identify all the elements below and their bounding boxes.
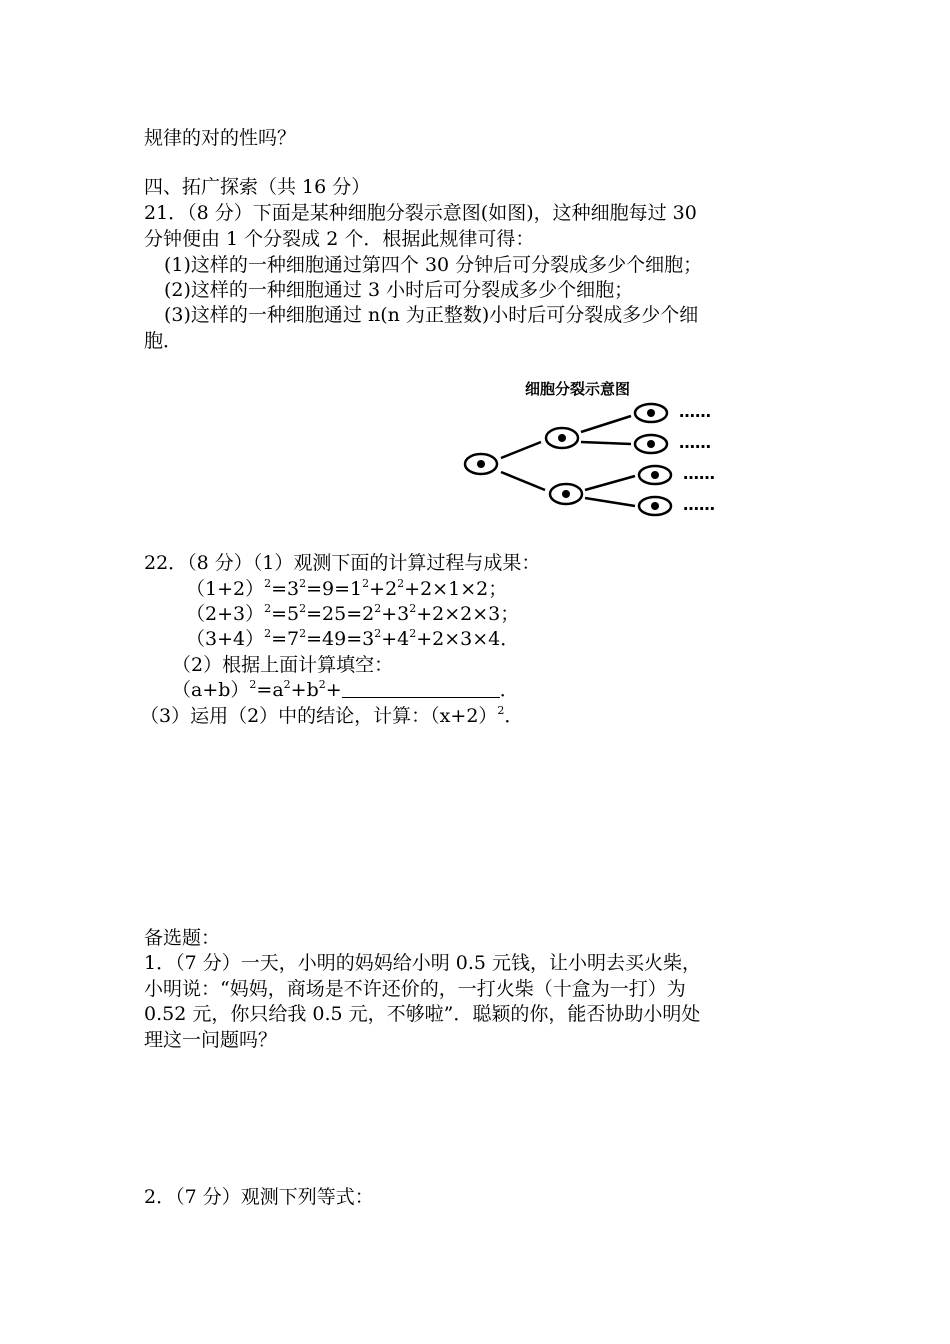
arrow-line [501,442,541,458]
backup-heading: 备选题： [144,927,221,949]
backup-q1-line1: 1．（7 分）一天，小明的妈妈给小明 0.5 元钱，让小明去买火柴， [144,952,702,974]
ellipsis: …… [679,433,711,452]
arrow-line [581,416,631,432]
section-heading: 四、拓广探索（共 16 分） [144,176,371,198]
diagram-title: 细胞分裂示意图 [525,380,631,398]
ellipsis: …… [683,495,715,514]
arrow-line [581,442,631,444]
previous-question-tail: 规律的对的性吗？ [144,127,297,149]
answer-blank[interactable] [342,679,500,698]
q21-line2: 分钟便由 1 个分裂成 2 个．根据此规律可得： [144,228,535,250]
q22-part3: （3）运用（2）中的结论，计算：$(x+2)^2$． [140,704,524,727]
q21-line1: 21．（8 分）下面是某种细胞分裂示意图(如图)，这种细胞每过 30 [144,202,697,224]
backup-q1-line2: 小明说：“妈妈，商场是不许还价的，一打火柴（十盒为一打）为 [144,978,686,1000]
arrow-line [585,498,635,506]
q22-eq1: $(1+2)^2=3^2=9=1^2+2^2+2\times 1\times 2$； [186,577,508,600]
cell-division-diagram [455,372,745,522]
q22-part2: （2）根据上面计算填空： [172,654,394,676]
q22-line1: 22．（8 分）（1）观测下面的计算过程与成果： [144,552,541,574]
q21-sub1: (1)这样的一种细胞通过第四个 30 分钟后可分裂成多少个细胞； [164,254,703,276]
q22-fill-line: $(a+b)^2=a^2+b^2+$ ． [172,678,519,701]
backup-q2-line1: 2．（7 分）观测下列等式： [144,1186,374,1208]
backup-q1-line4: 理这一问题吗？ [144,1029,278,1051]
q22-eq2: $(2+3)^2=5^2=25=2^2+3^2+2\times 2\times 3$； [186,602,520,625]
backup-q1-line3: 0.52 元，你只给我 0.5 元，不够啦”．聪颖的你，能否协助小明处 [144,1003,701,1025]
q22-eq3: $(3+4)^2=7^2=49=3^2+4^2+2\times 3\times 4$． [186,627,520,650]
q21-sub2: (2)这样的一种细胞通过 3 小时后可分裂成多少个细胞； [164,279,634,301]
q21-sub3-line2: 胞． [144,330,183,352]
arrow-line [585,476,635,490]
ellipsis: …… [679,402,711,421]
q21-sub3-line1: (3)这样的一种细胞通过 n(n 为正整数)小时后可分裂成多少个细 [164,304,699,326]
arrow-line [501,472,545,490]
ellipsis: …… [683,464,715,483]
